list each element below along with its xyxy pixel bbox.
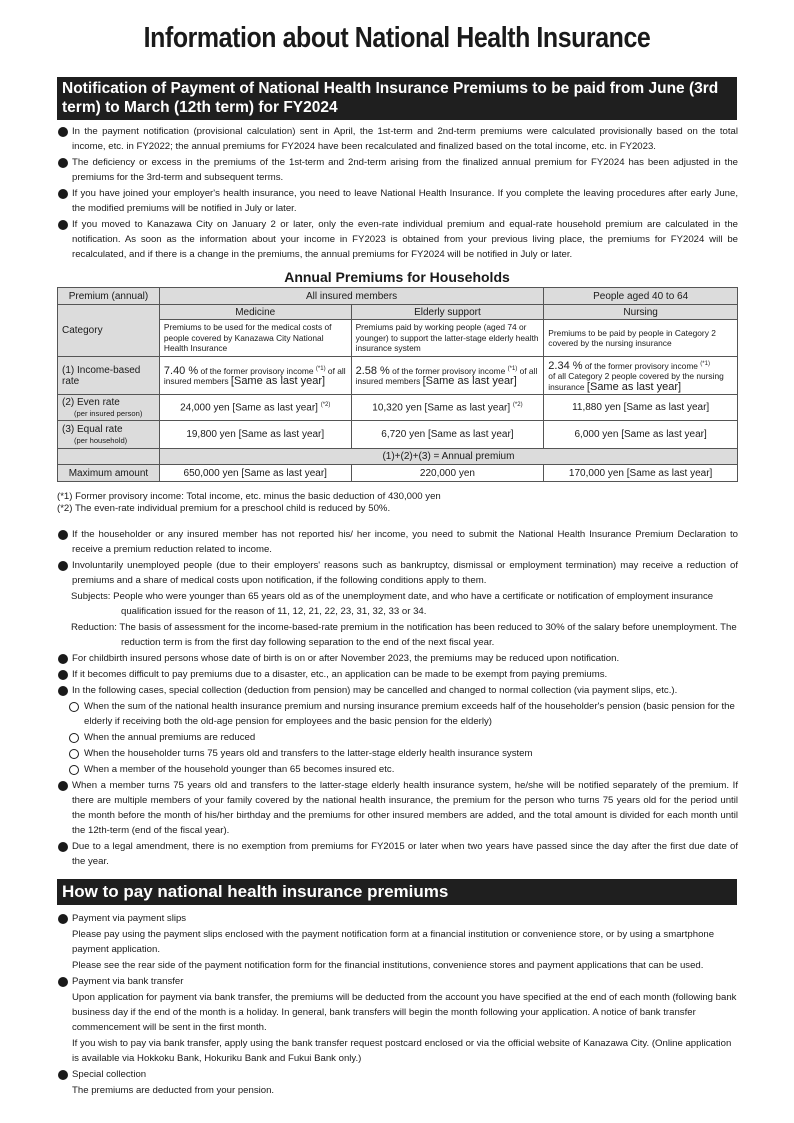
bank-transfer-text: Upon application for payment via bank transfer, the premiums will be deducted from the account you have specified at the end of each month (following bank business day if the end of the month is a holiday. In general, bank transfers will begin the month following your application. A notice of bank transfer commencement will be sent in the first month. <box>72 992 737 1033</box>
premium-table <box>57 287 738 482</box>
category-label: Category <box>58 305 160 357</box>
header-premium: Premium (annual) <box>58 288 160 305</box>
section2-heading: How to pay national health insurance premiums <box>57 879 737 905</box>
header-people-40-64: People aged 40 to 64 <box>544 288 738 305</box>
income-nursing: 2.34 % of the former provisory income $^{(*1)}$ of all Category 2 people covered by the nursing insurance [Same as last year] <box>544 357 738 395</box>
bullet-item: In the following cases, special collection (deduction from pension) may be cancelled and changed to normal collection (via payment slips, etc.). <box>57 683 738 698</box>
equal-medicine: 19,800 yen [Same as last year] <box>159 421 351 449</box>
formula-row: (1)+(2)+(3) = Annual premium <box>159 449 737 465</box>
desc-elderly: Premiums paid by working people (aged 74 or younger) to support the latter-stage elderly health insurance system <box>351 320 544 357</box>
row-equal-label: (3) Equal rate (per household) <box>58 421 160 449</box>
equal-elderly: 6,720 yen [Same as last year] <box>351 421 544 449</box>
bank-transfer-text: If you wish to pay via bank transfer, apply using the bank transfer request postcard enclosed or via the official website of Kanazawa City. (Online application is available via Hokkoku Bank, Hokuriku Bank and Fukui Bank only.) <box>72 1038 732 1064</box>
sub-item: When the annual premiums are reduced <box>57 730 738 745</box>
header-all-members: All insured members <box>159 288 543 305</box>
formula-blank <box>58 449 160 465</box>
bullet-item: Due to a legal amendment, there is no exemption from premiums for FY2015 or later when two years have passed since the day after the first due date of the year. <box>57 839 738 869</box>
section2-body <box>57 911 738 1099</box>
bank-transfer-title: Payment via bank transfer <box>57 974 738 989</box>
bullet-item: For childbirth insured persons whose date of birth is on or after November 2023, the premiums may be reduced upon notification. <box>57 651 738 666</box>
even-nursing: 11,880 yen [Same as last year] <box>544 395 738 421</box>
row-income-label: (1) Income-based rate <box>58 357 160 395</box>
bullet-item: In the payment notification (provisional calculation) sent in April, the 1st-term and 2nd-term premiums were calculated provisionally based on the total income, etc. in FY2022; the annual premiums for FY2024 have been recalculated and finalized based on the total income, etc. in FY2023. <box>57 124 738 154</box>
bullet-item: If it becomes difficult to pay premiums due to a disaster, etc., an application can be made to be exempt from paying premiums. <box>57 667 738 682</box>
special-collection-title: Special collection <box>57 1067 738 1082</box>
desc-medicine: Premiums to be used for the medical costs of people covered by Kanazawa City National Health Insurance <box>159 320 351 357</box>
page-title: Information about National Health Insurance <box>143 22 651 54</box>
income-elderly: 2.58 % of the former provisory income $^{(*1)}$ of all insured members [Same as last year] <box>351 357 544 395</box>
header-nursing: Nursing <box>544 305 738 320</box>
sub-item: When the householder turns 75 years old and transfers to the latter-stage elderly health insurance system <box>57 746 738 761</box>
reduction-text: Reduction: The basis of assessment for the income-based-rate premium in the notification has been reduced to 30% of the salary before unemployment. The reduction term is from the first day following separation to the end of the next fiscal year. <box>71 622 737 648</box>
section1-heading: Notification of Payment of National Health Insurance Premiums to be paid from June (3rd term) to March (12th term) for FY2024 <box>57 77 737 120</box>
bullet-item: If the householder or any insured member has not reported his/ her income, you need to submit the National Health Insurance Premium Declaration to receive a premium reduction related to income. <box>57 527 738 557</box>
sub-item: When the sum of the national health insurance premium and nursing insurance premium exceeds half of the householder's pension (basic pension for the elderly if receiving both the old-age pension for employees and the basic pension for the elderly) <box>57 699 738 729</box>
special-collection-text: The premiums are deducted from your pension. <box>72 1085 275 1096</box>
section1-more-bullets <box>57 527 738 870</box>
note-item: (*2) The even-rate individual premium for a preschool child is reduced by 50%. <box>57 503 391 514</box>
section1-bullets <box>57 124 738 263</box>
table-notes <box>57 491 441 515</box>
bullet-item: If you moved to Kanazawa City on January 2 or later, only the even-rate individual premium and equal-rate household premium are calculated in the notification. As soon as the information about your income in FY2023 is obtained from your previous living place, the premiums for FY2024 will be recalculated, and if there is a change in the premiums, the annual premiums for FY2024 will be notified in July or later. <box>57 217 738 262</box>
bullet-item: When a member turns 75 years old and transfers to the latter-stage elderly health insurance system, he/she will be notified separately of the premium. If there are multiple members of your family covered by the national health insurance, the premium for the person who turns 75 years old for the period until the month before the month of his/her birthday and the premiums for other insured members are added, and the total amount is divided for each month until the 12th-term (end of the fiscal year). <box>57 778 738 838</box>
note-item: (*1) Former provisory income: Total income, etc. minus the basic deduction of 430,000 yen <box>57 491 441 502</box>
payment-slips-text: Please pay using the payment slips enclosed with the payment notification form at a financial institution or convenience store, or by using a smartphone payment application. <box>72 929 715 955</box>
row-even-label: (2) Even rate (per insured person) <box>58 395 160 421</box>
bullet-item: The deficiency or excess in the premiums of the 1st-term and 2nd-term arising from the finalized annual premium for FY2024 has been adjusted in the premiums for the 3rd-term and subsequent terms. <box>57 155 738 185</box>
even-medicine: 24,000 yen [Same as last year] $^{(*2)}$ <box>159 395 351 421</box>
bullet-item: If you have joined your employer's health insurance, you need to leave National Health Insurance. If you complete the leaving procedures after early June, the modified premiums will be notified in July or later. <box>57 186 738 216</box>
payment-slips-text: Please see the rear side of the payment notification form for the financial institutions, convenience stores and payment applications that can be used. <box>72 960 704 971</box>
subjects-text: Subjects: People who were younger than 65 years old as of the unemployment date, and who have a certificate or notification of employment insurance qualification issued for the reason of 11, 12, 21, 22, 23, 31, 32, 33 or 34. <box>71 591 714 617</box>
even-elderly: 10,320 yen [Same as last year] $^{(*2)}$ <box>351 395 544 421</box>
income-medicine: 7.40 % of the former provisory income $^{(*1)}$ of all insured members [Same as last year] <box>159 357 351 395</box>
header-medicine: Medicine <box>159 305 351 320</box>
max-nursing: 170,000 yen [Same as last year] <box>544 465 738 482</box>
payment-slips-title: Payment via payment slips <box>57 911 738 926</box>
header-elderly: Elderly support <box>351 305 544 320</box>
desc-nursing: Premiums to be paid by people in Category 2 covered by the nursing insurance <box>544 320 738 357</box>
equal-nursing: 6,000 yen [Same as last year] <box>544 421 738 449</box>
max-elderly: 220,000 yen <box>351 465 544 482</box>
sub-item: When a member of the household younger than 65 becomes insured etc. <box>57 762 738 777</box>
bullet-item: Involuntarily unemployed people (due to their employers' reasons such as bankruptcy, dismissal or employment termination) may receive a reduction of premiums and a share of medical costs upon notification, if the following conditions apply to them. <box>57 558 738 588</box>
table-title: Annual Premiums for Households <box>284 269 510 285</box>
max-medicine: 650,000 yen [Same as last year] <box>159 465 351 482</box>
max-label: Maximum amount <box>58 465 160 482</box>
